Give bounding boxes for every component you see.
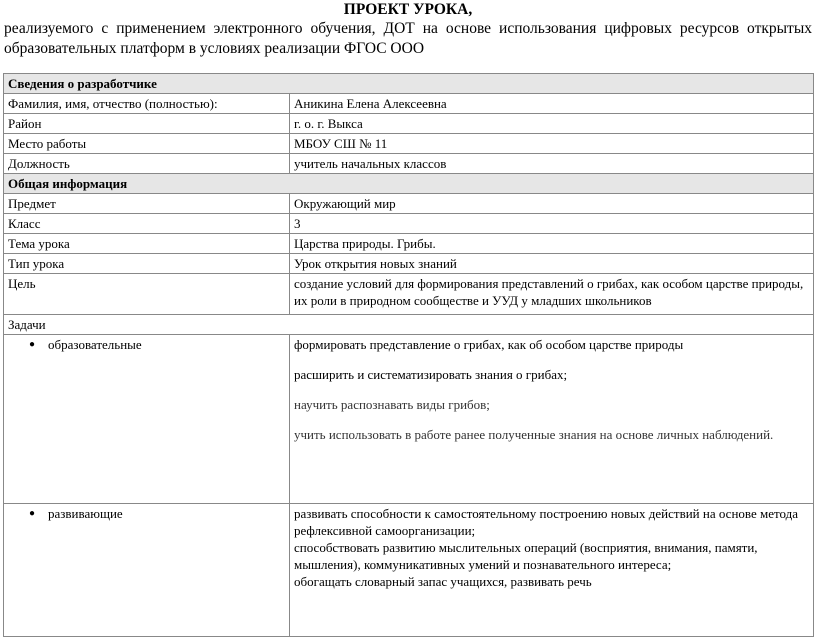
task-type-label: образовательные <box>48 337 142 352</box>
table-row <box>4 114 814 134</box>
section-title: Сведения о разработчике <box>4 74 814 94</box>
task-type-cell <box>4 504 290 637</box>
table-row <box>4 134 814 154</box>
row-value: 3 <box>290 214 814 234</box>
row-value: МБОУ СШ № 11 <box>290 134 814 154</box>
row-value: Урок открытия новых знаний <box>290 254 814 274</box>
lesson-project-table <box>3 73 814 637</box>
table-row <box>4 154 814 174</box>
row-label: Предмет <box>4 194 290 214</box>
task-item: научить распознавать виды грибов; <box>294 397 490 412</box>
row-value: Окружающий мир <box>290 194 814 214</box>
task-item: формировать представление о грибах, как об особом царстве природы <box>294 337 684 352</box>
task-type-developmental <box>8 505 285 522</box>
row-label: Тип урока <box>4 254 290 274</box>
task-item: учить использовать в работе ранее полученные знания на основе личных наблюдений. <box>294 427 774 442</box>
row-label: Фамилия, имя, отчество (полностью): <box>4 94 290 114</box>
table-row <box>4 94 814 114</box>
table-row <box>4 194 814 214</box>
developmental-tasks-row <box>4 504 814 637</box>
task-items-cell <box>290 504 814 637</box>
task-type-educational <box>8 336 285 353</box>
row-value: учитель начальных классов <box>290 154 814 174</box>
task-item: расширить и систематизировать знания о грибах; <box>294 367 568 382</box>
task-type-cell <box>4 335 290 504</box>
subtitle-line-1: реализуемого с применением электронного обучения, ДОТ на основе использования цифровых ресурсов открытых <box>4 20 812 37</box>
educational-tasks-row <box>4 335 814 504</box>
row-value: Аникина Елена Алексеевна <box>290 94 814 114</box>
row-label: Тема урока <box>4 234 290 254</box>
task-items-cell <box>290 335 814 504</box>
table-row <box>4 214 814 234</box>
section-header-developer <box>4 74 814 94</box>
task-type-label: развивающие <box>48 506 123 521</box>
task-item: способствовать развитию мыслительных операций (восприятия, внимания, памяти, мышления), коммуникативных умений и познавательного интереса; <box>294 540 758 572</box>
row-label: Район <box>4 114 290 134</box>
section-header-general <box>4 174 814 194</box>
task-item: обогащать словарный запас учащихся, развивать речь <box>294 574 592 589</box>
row-label: Должность <box>4 154 290 174</box>
tasks-label: Задачи <box>4 315 814 335</box>
table-row <box>4 234 814 254</box>
page-title: ПРОЕКТ УРОКА, <box>343 1 473 18</box>
subtitle-line-2: образовательных платформ в условиях реализации ФГОС ООО <box>4 40 425 57</box>
bullet-icon: ● <box>29 339 36 350</box>
tasks-header-row <box>4 315 814 335</box>
row-value: г. о. г. Выкса <box>290 114 814 134</box>
task-item: развивать способности к самостоятельному построению новых действий на основе метода рефлексивной самоорганизации; <box>294 506 799 538</box>
row-label: Цель <box>4 274 290 315</box>
goal-text: создание условий для формирования представлений о грибах, как особом царстве природы, их роли в природном сообществе и УУД у младших школьников <box>290 274 814 315</box>
row-value: Царства природы. Грибы. <box>290 234 814 254</box>
row-label: Место работы <box>4 134 290 154</box>
table-row <box>4 254 814 274</box>
section-title: Общая информация <box>4 174 814 194</box>
row-label: Класс <box>4 214 290 234</box>
goal-row <box>4 274 814 315</box>
bullet-icon: ● <box>29 508 36 519</box>
page-subtitle <box>4 19 812 59</box>
